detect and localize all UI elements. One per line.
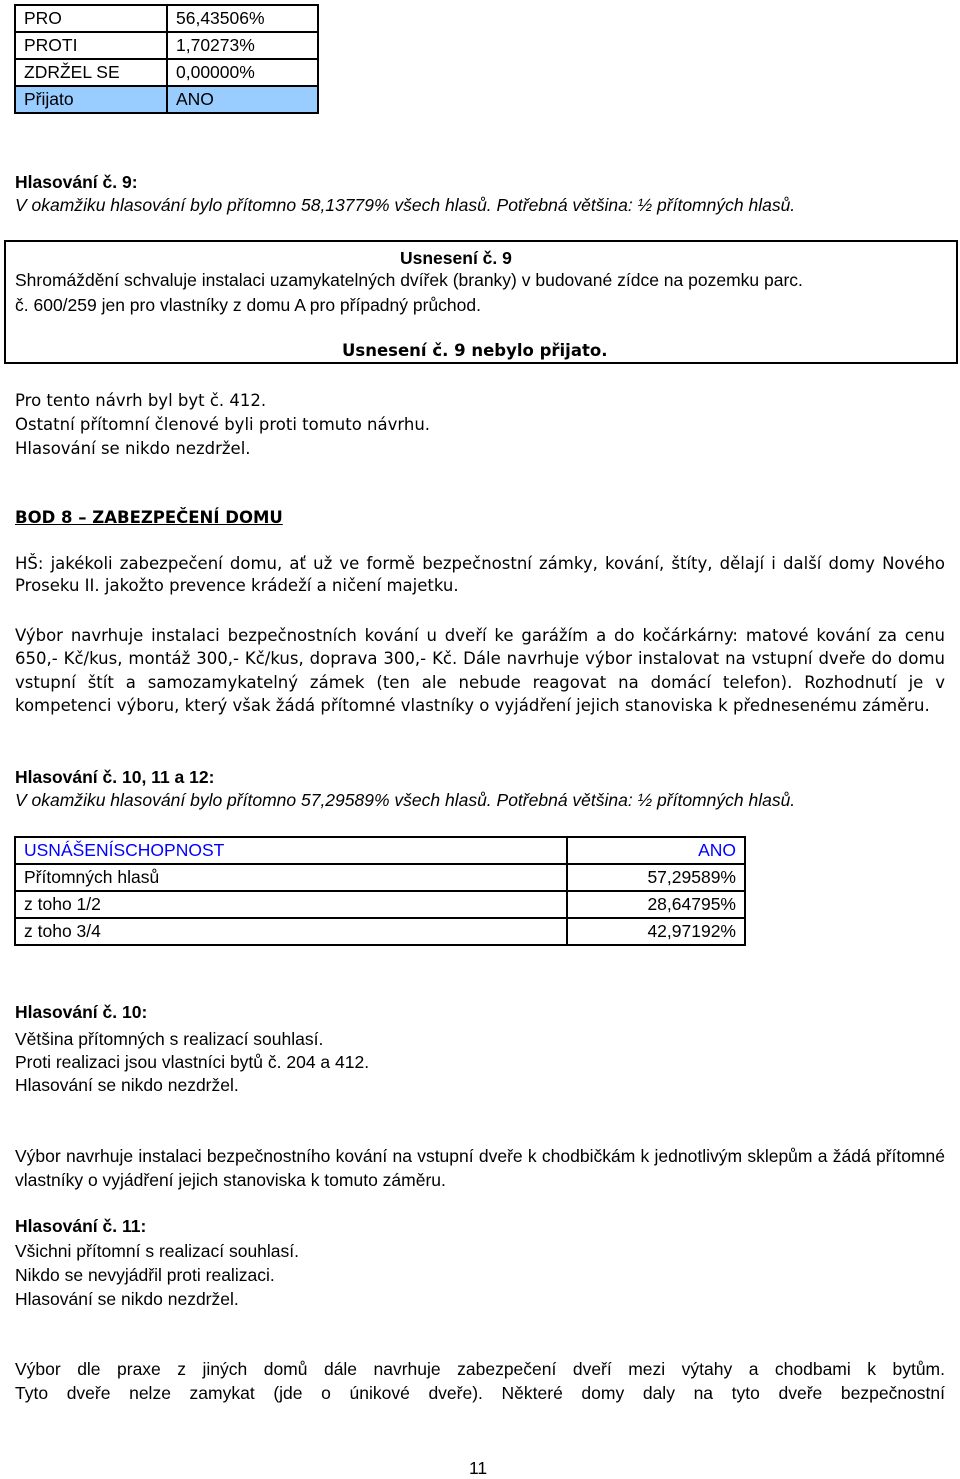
resolution-result: Usnesení č. 9 nebylo přijato.: [342, 341, 608, 360]
quorum-label: Přítomných hlasů: [15, 864, 567, 891]
hs-paragraph: HŠ: jakékoli zabezpečení domu, ať už ve formě bezpečnostní zámky, kování, štíty, dělají i další domy Nového Proseku II. jakožto prevence krádeží a ničení majetku.: [15, 554, 945, 596]
vote9-heading: Hlasování č. 9:: [15, 172, 138, 192]
table-row: [15, 891, 745, 918]
vote11-line: Hlasování se nikdo nezdržel.: [15, 1289, 239, 1309]
resolution-box: [4, 240, 958, 364]
table-row: [15, 32, 318, 59]
vote10-line: Většina přítomných s realizací souhlasí.: [15, 1029, 324, 1049]
vote-result-table: [14, 4, 319, 114]
vote11-line: Nikdo se nevyjádřil proti realizaci.: [15, 1265, 275, 1285]
quorum-label: z toho 1/2: [15, 891, 567, 918]
quorum-value: 57,29589%: [567, 864, 745, 891]
vote10-heading: Hlasování č. 10:: [15, 1002, 148, 1022]
quorum-table: [14, 836, 746, 946]
quorum-value: 28,64795%: [567, 891, 745, 918]
vote9-detail-line: Hlasování se nikdo nezdržel.: [15, 439, 251, 458]
vote-label: PROTI: [15, 32, 167, 59]
quorum-label: USNÁŠENÍSCHOPNOST: [15, 837, 567, 864]
vote9-attendance: V okamžiku hlasování bylo přítomno 58,13779% všech hlasů. Potřebná většina: ½ přítomných hlasů.: [15, 195, 796, 215]
committee-paragraph-2: Výbor navrhuje instalaci bezpečnostního kování na vstupní dveře k chodbičkám k jednotlivým sklepům a žádá přítomné vlastníky o vyjádření jejich stanoviska k tomuto záměru.: [15, 1146, 945, 1190]
resolution-title: Usnesení č. 9: [400, 248, 512, 268]
vote-value: 0,00000%: [167, 59, 318, 86]
vote11-line: Všichni přítomní s realizací souhlasí.: [15, 1241, 300, 1261]
table-row: [15, 918, 745, 945]
section-heading: BOD 8 – ZABEZPEČENÍ DOMU: [15, 508, 283, 527]
vote-label: ZDRŽEL SE: [15, 59, 167, 86]
vote10-line: Hlasování se nikdo nezdržel.: [15, 1075, 239, 1095]
table-row: [15, 86, 318, 113]
committee-paragraph-3-line2: Tyto dveře nelze zamykat (jde o únikové dveře). Některé domy daly na tyto dveře bezpečnostní: [15, 1383, 945, 1403]
committee-paragraph-3-line1: Výbor dle praxe z jiných domů dále navrhuje zabezpečení dveří mezi výtahy a chodbami k bytům.: [15, 1359, 945, 1379]
vote10-12-attendance: V okamžiku hlasování bylo přítomno 57,29589% všech hlasů. Potřebná většina: ½ přítomných hlasů.: [15, 790, 796, 810]
vote10-line: Proti realizaci jsou vlastníci bytů č. 204 a 412.: [15, 1052, 370, 1072]
vote9-detail-line: Ostatní přítomní členové byli proti tomuto návrhu.: [15, 415, 431, 434]
resolution-text-line2: č. 600/259 jen pro vlastníky z domu A pro případný průchod.: [15, 295, 481, 315]
vote-value: ANO: [167, 86, 318, 113]
vote-value: 56,43506%: [167, 5, 318, 32]
vote-label: Přijato: [15, 86, 167, 113]
quorum-label: z toho 3/4: [15, 918, 567, 945]
quorum-value: 42,97192%: [567, 918, 745, 945]
table-row: [15, 864, 745, 891]
page-number: 11: [469, 1458, 488, 1478]
committee-paragraph: Výbor navrhuje instalaci bezpečnostních kování u dveří ke garážím a do kočárkárny: matové kování za cenu 650,- Kč/kus, montáž 300,- Kč/kus, doprava 300,- Kč. Dále navrhuje výbor instalovat na vstupní dveře do domu vstupní štít a samozamykatelný zámek (ten ale nebude reagovat na domácí telefon). Rozhodnutí je v kompetenci výboru, který však žádá přítomné vlastníky o vyjádření jejich stanoviska k přednesenému záměru.: [15, 626, 945, 715]
resolution-text-line1: Shromáždění schvaluje instalaci uzamykatelných dvířek (branky) v budované zídce na pozemku parc.: [15, 270, 803, 290]
quorum-value: ANO: [567, 837, 745, 864]
table-row: [15, 5, 318, 32]
vote-label: PRO: [15, 5, 167, 32]
table-row: [15, 59, 318, 86]
table-row: [15, 837, 745, 864]
vote10-12-heading: Hlasování č. 10, 11 a 12:: [15, 767, 215, 787]
vote11-heading: Hlasování č. 11:: [15, 1216, 147, 1236]
vote9-detail-line: Pro tento návrh byl byt č. 412.: [15, 391, 267, 410]
vote-value: 1,70273%: [167, 32, 318, 59]
